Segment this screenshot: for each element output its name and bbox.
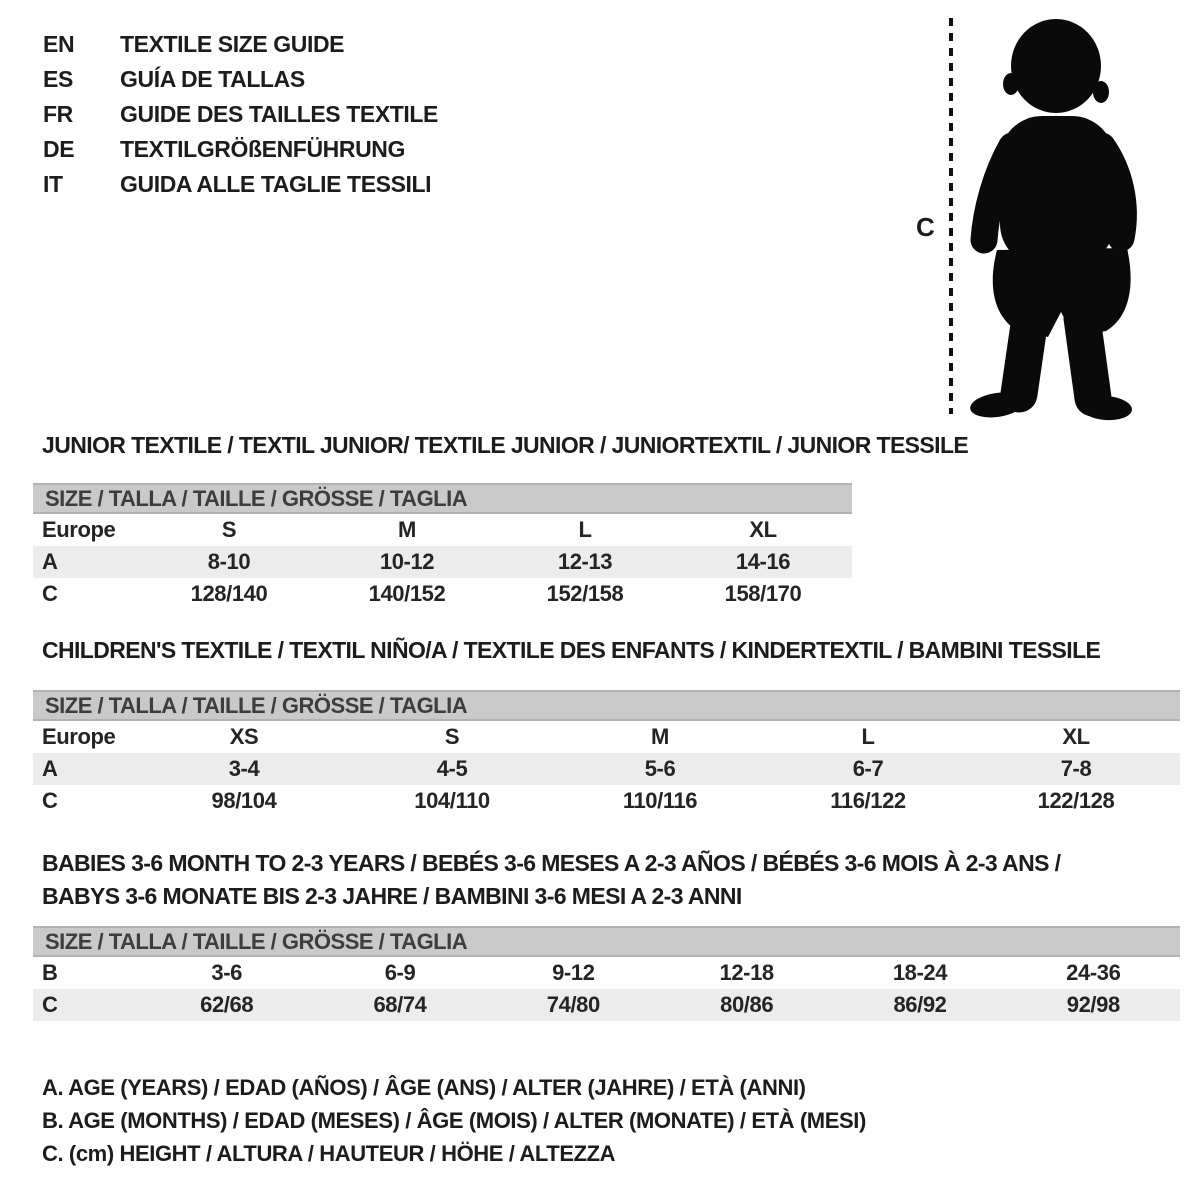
table-cell: 86/92	[893, 992, 947, 1017]
table-cell: 12-13	[557, 549, 613, 574]
row-label: C	[42, 992, 58, 1017]
table-cell: 4-5	[436, 756, 468, 781]
lang-code: EN	[43, 31, 75, 57]
table-cell: M	[651, 724, 669, 749]
table-row-c	[33, 989, 1180, 1021]
lang-label: TEXTILGRÖßENFÜHRUNG	[120, 136, 405, 162]
row-label: C	[42, 581, 58, 606]
table-cell: 5-6	[644, 756, 676, 781]
table-cell: 12-18	[719, 960, 774, 985]
size-header-bar: SIZE / TALLA / TAILLE / GRÖSSE / TAGLIA	[33, 483, 852, 514]
table-cell: 98/104	[211, 788, 277, 813]
language-title-block	[43, 27, 438, 202]
table-cell: 80/86	[720, 992, 774, 1017]
table-row-b	[33, 957, 1180, 989]
row-label: Europe	[42, 724, 116, 749]
table-cell: 104/110	[414, 788, 490, 813]
table-cell: 122/128	[1037, 788, 1115, 813]
size-header-bar: SIZE / TALLA / TAILLE / GRÖSSE / TAGLIA	[33, 926, 1180, 957]
row-label: Europe	[42, 517, 116, 542]
table-cell: M	[398, 517, 416, 542]
table-row-c	[33, 578, 852, 610]
table-cell: L	[578, 517, 592, 542]
table-cell: XL	[1062, 724, 1090, 749]
table-cell: 3-6	[211, 960, 242, 985]
size-header-bar: SIZE / TALLA / TAILLE / GRÖSSE / TAGLIA	[33, 690, 1180, 721]
junior-section-title: JUNIOR TEXTILE / TEXTIL JUNIOR/ TEXTILE JUNIOR / JUNIORTEXTIL / JUNIOR TESSILE	[42, 432, 969, 458]
table-cell: 8-10	[207, 549, 251, 574]
table-cell: 6-7	[852, 756, 884, 781]
row-label: A	[42, 756, 58, 781]
lang-label: GUÍA DE TALLAS	[120, 66, 305, 92]
table-row-europe	[33, 514, 852, 546]
table-cell: 9-12	[552, 960, 595, 985]
table-row-c	[33, 785, 1180, 817]
table-cell: 74/80	[546, 992, 600, 1017]
table-cell: 68/74	[373, 992, 427, 1017]
table-cell: S	[221, 517, 237, 542]
size-table-junior	[33, 483, 852, 610]
table-cell: 110/116	[622, 788, 698, 813]
table-cell: 10-12	[379, 549, 435, 574]
lang-row-it	[43, 167, 438, 202]
lang-row-fr	[43, 97, 438, 132]
table-cell: 24-36	[1066, 960, 1121, 985]
lang-code: DE	[43, 136, 75, 162]
table-cell: 18-24	[892, 960, 948, 985]
legend-line-c: C. (cm) HEIGHT / ALTURA / HAUTEUR / HÖHE / ALTEZZA	[42, 1141, 616, 1166]
lang-code: IT	[43, 171, 63, 197]
lang-label: GUIDE DES TAILLES TEXTILE	[120, 101, 438, 127]
lang-label: TEXTILE SIZE GUIDE	[120, 31, 345, 57]
lang-code: ES	[43, 66, 73, 92]
table-cell: 3-4	[228, 756, 260, 781]
table-cell: 128/140	[190, 581, 268, 606]
babies-title-line1: BABIES 3-6 MONTH TO 2-3 YEARS / BEBÉS 3-6 MESES A 2-3 AÑOS / BÉBÉS 3-6 MOIS À 2-3 ANS /	[42, 850, 1061, 876]
row-label: B	[42, 960, 58, 985]
legend-line-a: A. AGE (YEARS) / EDAD (AÑOS) / ÂGE (ANS) / ALTER (JAHRE) / ETÀ (ANNI)	[42, 1075, 806, 1100]
table-cell: XS	[229, 724, 259, 749]
row-label: A	[42, 549, 58, 574]
toddler-silhouette	[969, 19, 1133, 422]
table-cell: 7-8	[1060, 756, 1092, 781]
height-measure-label: C	[916, 212, 935, 242]
table-cell: 152/158	[546, 581, 624, 606]
row-label: C	[42, 788, 58, 813]
table-cell: 116/122	[830, 788, 906, 813]
table-cell: 62/68	[200, 992, 254, 1017]
babies-section-title	[42, 847, 1060, 913]
lang-label: GUIDA ALLE TAGLIE TESSILI	[120, 171, 432, 197]
table-row-a	[33, 546, 852, 578]
table-cell: XL	[749, 517, 777, 542]
size-table-babies	[33, 926, 1180, 1021]
table-cell: 92/98	[1066, 992, 1120, 1017]
lang-row-de	[43, 132, 438, 167]
table-cell: 158/170	[724, 581, 802, 606]
table-cell: 14-16	[735, 549, 791, 574]
legend-line-b: B. AGE (MONTHS) / EDAD (MESES) / ÂGE (MOIS) / ALTER (MONATE) / ETÀ (MESI)	[42, 1108, 866, 1133]
table-row-europe	[33, 721, 1180, 753]
measurement-legend	[42, 1071, 866, 1170]
babies-title-line2: BABYS 3-6 MONATE BIS 2-3 JAHRE / BAMBINI 3-6 MESI A 2-3 ANNI	[42, 883, 742, 909]
table-cell: S	[444, 724, 460, 749]
table-cell: 6-9	[384, 960, 416, 985]
lang-row-en	[43, 27, 438, 62]
children-section-title: CHILDREN'S TEXTILE / TEXTIL NIÑO/A / TEXTILE DES ENFANTS / KINDERTEXTIL / BAMBINI TESSILE	[42, 637, 1101, 663]
table-cell: 140/152	[368, 581, 446, 606]
table-row-a	[33, 753, 1180, 785]
table-cell: L	[861, 724, 875, 749]
lang-row-es	[43, 62, 438, 97]
lang-code: FR	[43, 101, 73, 127]
size-table-children	[33, 690, 1180, 817]
toddler-silhouette-figure	[900, 8, 1160, 428]
